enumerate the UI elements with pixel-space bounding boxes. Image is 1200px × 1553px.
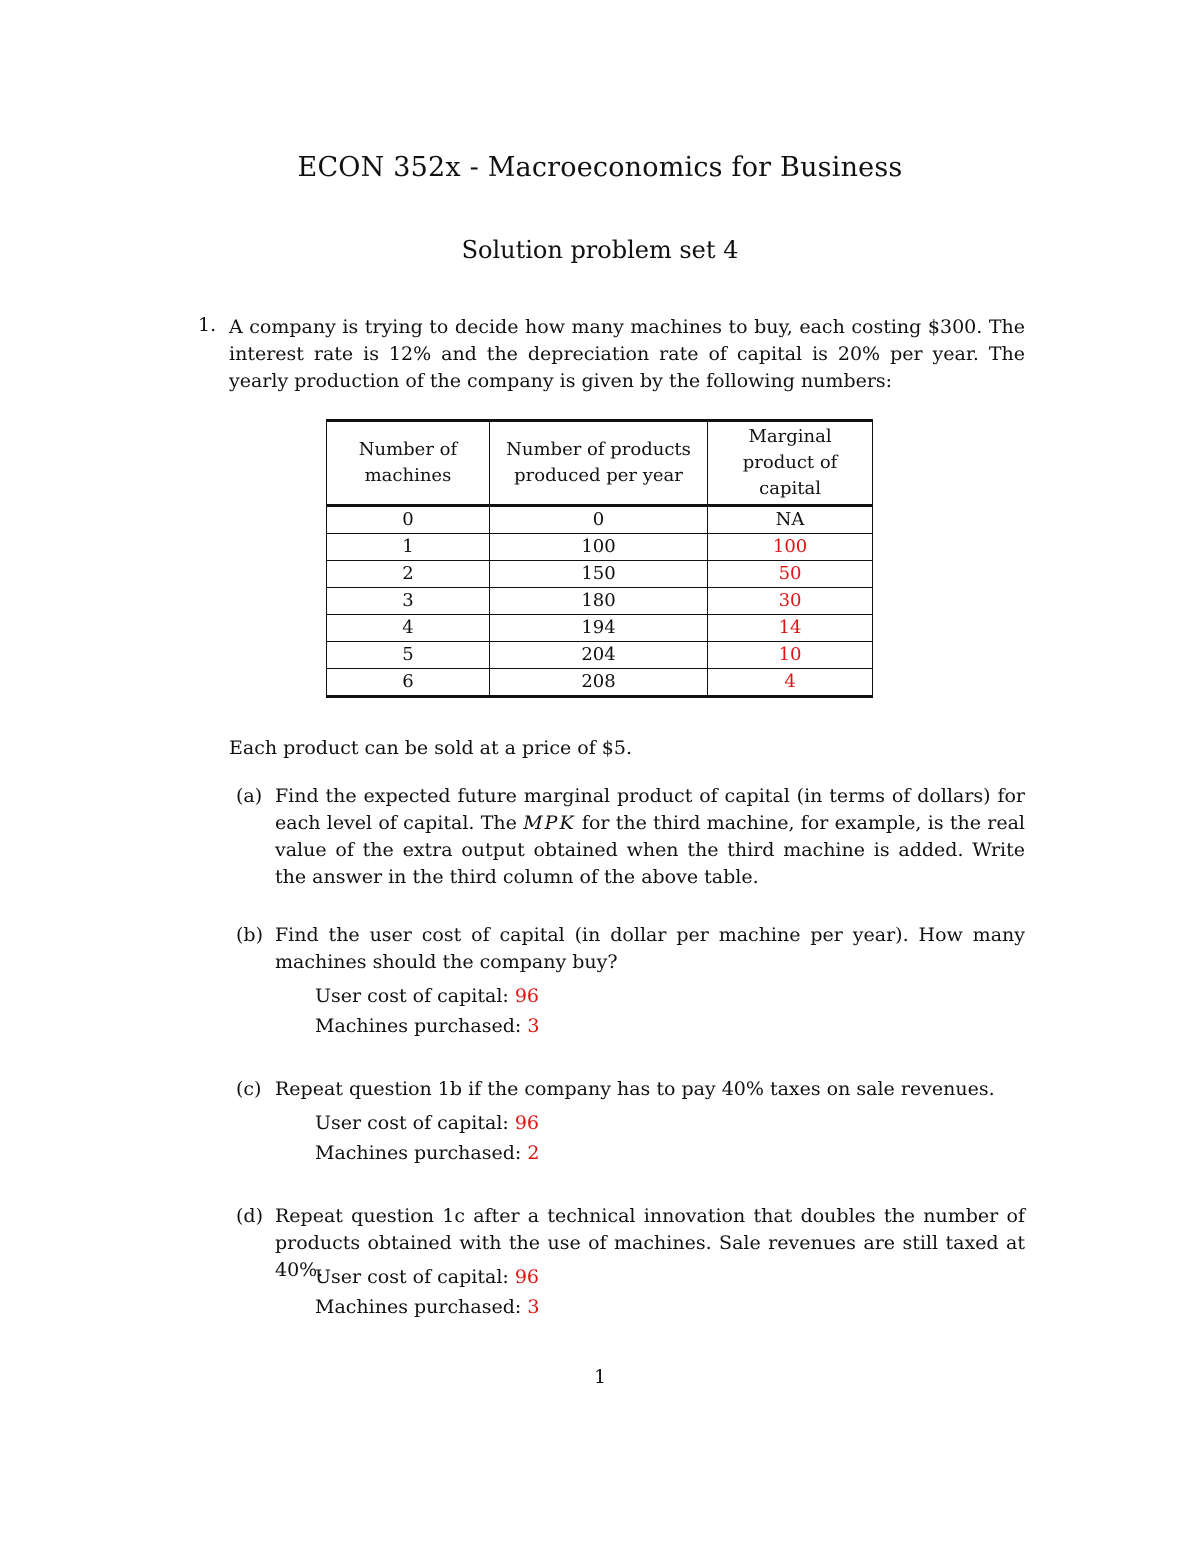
machines-value: 3 <box>527 1015 540 1037</box>
user-cost-value: 96 <box>514 985 540 1007</box>
question-number: 1. <box>198 314 217 336</box>
cell-products: 180 <box>489 588 707 615</box>
cell-products: 0 <box>489 506 707 534</box>
part-c-text: Repeat question 1b if the company has to pay 40% taxes on sale revenues. <box>275 1078 995 1100</box>
cell-machines: 4 <box>327 615 490 642</box>
part-b-text: Find the user cost of capital (in dollar per machine per year). How many machines should the company buy? <box>275 924 1025 973</box>
price-note: Each product can be sold at a price of $5. <box>229 737 633 759</box>
document-subtitle: Solution problem set 4 <box>461 236 739 264</box>
table-row <box>327 534 873 561</box>
table-row <box>327 561 873 588</box>
part-b-machines <box>315 1011 539 1041</box>
header-line: Number of <box>358 439 458 460</box>
cell-mpk: 10 <box>708 642 873 669</box>
cell-machines: 1 <box>327 534 490 561</box>
header-products <box>489 421 707 506</box>
part-b-user-cost <box>315 981 539 1011</box>
question-text: A company is trying to decide how many machines to buy, each costing $300. The interest rate is 12% and the depreciation rate of capital is 20% per year. The yearly production of the company is given by the following numbers: <box>229 316 1025 392</box>
cell-machines: 2 <box>327 561 490 588</box>
table-row <box>327 615 873 642</box>
user-cost-label: User cost of capital: <box>315 985 509 1007</box>
cell-machines: 3 <box>327 588 490 615</box>
header-mpk <box>708 421 873 506</box>
cell-mpk: 14 <box>708 615 873 642</box>
user-cost-label: User cost of capital: <box>315 1112 509 1134</box>
cell-mpk: 100 <box>708 534 873 561</box>
user-cost-value: 96 <box>514 1112 540 1134</box>
cell-mpk: 50 <box>708 561 873 588</box>
header-line: Marginal <box>748 426 832 447</box>
table-body <box>327 506 873 697</box>
part-c-machines <box>315 1138 539 1168</box>
part-a-text-before: Find the expected future marginal product of capital (in terms of dollars) for each level of capital. The <box>275 785 1025 834</box>
user-cost-label: User cost of capital: <box>315 1266 509 1288</box>
cell-products: 208 <box>489 669 707 697</box>
table-row <box>327 669 873 697</box>
part-c-label: (c) <box>236 1078 262 1100</box>
mpk-symbol: MPK <box>523 812 576 834</box>
cell-machines: 6 <box>327 669 490 697</box>
machines-label: Machines purchased: <box>315 1296 522 1318</box>
header-line: produced per year <box>514 465 683 486</box>
header-line: product of <box>742 452 838 473</box>
page-number: 1 <box>593 1366 607 1388</box>
part-d-text: Repeat question 1c after a technical innovation that doubles the number of products obtained with the use of machines. Sale revenues are still taxed at 40%. <box>275 1205 1025 1281</box>
part-c-user-cost <box>315 1108 539 1138</box>
document-title: ECON 352x - Macroeconomics for Business <box>297 152 903 183</box>
cell-products: 204 <box>489 642 707 669</box>
production-table <box>326 419 873 698</box>
table-row <box>327 642 873 669</box>
machines-label: Machines purchased: <box>315 1015 522 1037</box>
part-d-user-cost <box>315 1262 539 1292</box>
part-d-label: (d) <box>236 1205 263 1227</box>
table-row <box>327 506 873 534</box>
cell-products: 150 <box>489 561 707 588</box>
machines-label: Machines purchased: <box>315 1142 522 1164</box>
header-line: machines <box>364 465 452 486</box>
cell-machines: 0 <box>327 506 490 534</box>
header-line: Number of products <box>506 439 691 460</box>
table-header-row <box>327 421 873 506</box>
cell-mpk: NA <box>708 506 873 534</box>
part-a-text-after: for the third machine, for example, is the real value of the extra output obtained when the third machine is added. Write the answer in the third column of the above table. <box>275 812 1026 888</box>
machines-value: 3 <box>527 1296 540 1318</box>
table-row <box>327 588 873 615</box>
header-machines <box>327 421 490 506</box>
cell-mpk: 30 <box>708 588 873 615</box>
part-b-label: (b) <box>236 924 263 946</box>
part-d-machines <box>315 1292 539 1322</box>
header-line: capital <box>759 478 821 499</box>
cell-machines: 5 <box>327 642 490 669</box>
user-cost-value: 96 <box>514 1266 540 1288</box>
machines-value: 2 <box>527 1142 540 1164</box>
cell-products: 100 <box>489 534 707 561</box>
cell-mpk: 4 <box>708 669 873 697</box>
cell-products: 194 <box>489 615 707 642</box>
part-a-label: (a) <box>236 785 263 807</box>
part-a-text <box>275 783 1025 891</box>
